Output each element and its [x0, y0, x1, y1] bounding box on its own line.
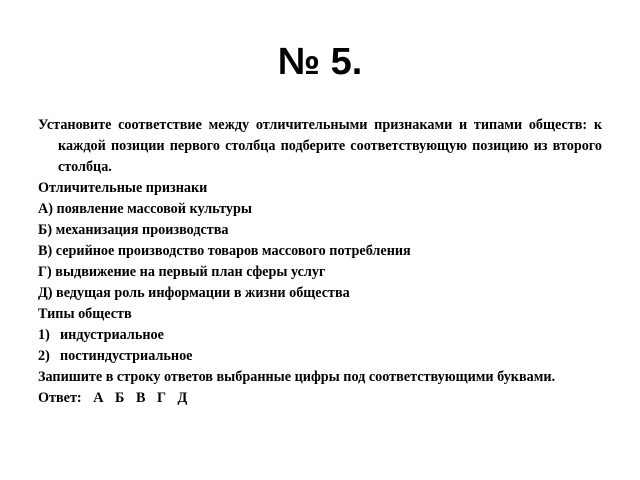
answer-letter-a: А	[93, 390, 104, 406]
type-item-label: индустриальное	[60, 327, 164, 343]
slide-title: № 5.	[277, 41, 363, 83]
type-item-2	[38, 346, 602, 367]
answer-line	[38, 388, 602, 409]
answer-letter-v: В	[135, 390, 146, 406]
feature-item-d: Д) ведущая роль информации в жизни общества	[38, 285, 350, 301]
instruction-text: Запишите в строку ответов выбранные цифры под соответствующими буквами.	[38, 369, 556, 385]
features-heading: Отличительные признаки	[38, 180, 208, 196]
type-item-label: постиндустриальное	[60, 348, 193, 364]
feature-item-v: В) серийное производство товаров массового потребления	[38, 243, 411, 259]
feature-item-g: Г) выдвижение на первый план сферы услуг	[38, 264, 326, 280]
answer-letter-b: Б	[115, 390, 125, 406]
answer-label: Ответ:	[38, 390, 82, 406]
answer-letter-d: Д	[177, 390, 188, 406]
type-item-number: 2)	[38, 348, 50, 364]
answer-letter-g: Г	[156, 390, 166, 406]
type-item-number: 1)	[38, 327, 50, 343]
feature-item-a: А) появление массовой культуры	[38, 201, 252, 217]
types-heading: Типы обществ	[38, 306, 132, 322]
feature-item-b: Б) механизация производства	[38, 222, 229, 238]
task-content	[38, 115, 602, 409]
type-item-1	[38, 325, 602, 346]
task-text: Установите соответствие между отличительными признаками и типами обществ: к каждой позиции первого столбца подберите соответствующую позицию из второго столбца.	[38, 117, 602, 175]
